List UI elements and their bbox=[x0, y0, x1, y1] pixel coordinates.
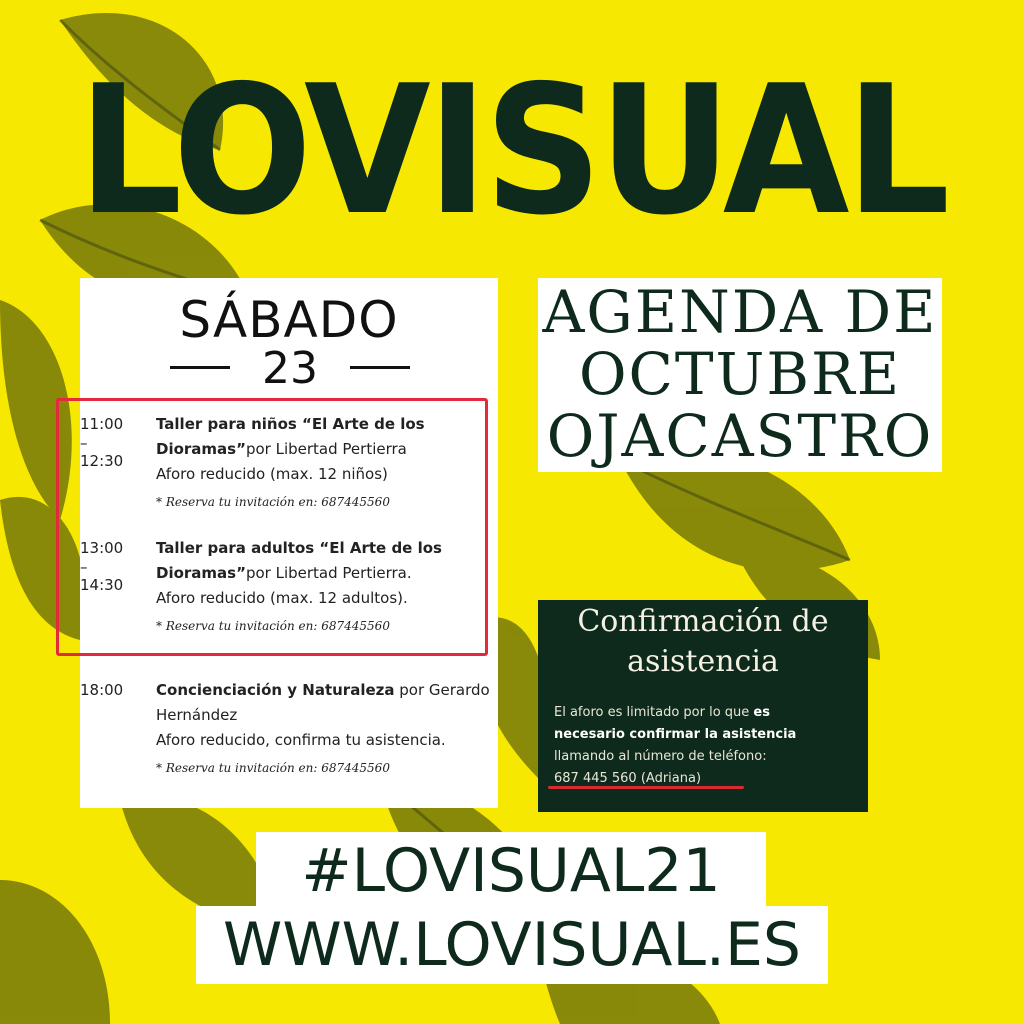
event-title: Concienciación y Naturaleza bbox=[156, 681, 395, 699]
event-time-dash: – bbox=[80, 558, 88, 576]
agenda-title-box bbox=[538, 278, 942, 472]
confirmation-title-line: Confirmación de bbox=[577, 604, 829, 639]
leaf bbox=[0, 880, 110, 1024]
event-capacity: Aforo reducido, confirma tu asistencia. bbox=[156, 731, 446, 749]
confirmation-box bbox=[538, 600, 868, 812]
day-number-row bbox=[170, 344, 410, 394]
day-number: 23 bbox=[262, 343, 318, 394]
event-time-end: 12:30 bbox=[80, 452, 124, 470]
event-time-dash: – bbox=[80, 434, 88, 452]
confirmation-title bbox=[538, 602, 868, 682]
dash-left bbox=[170, 366, 230, 369]
hashtag: #LOVISUAL21 bbox=[301, 836, 721, 906]
event-speaker: por Libertad Pertierra. bbox=[245, 564, 412, 582]
event-time-end: 14:30 bbox=[80, 576, 124, 594]
event-reservation-note: * Reserva tu invitación en: 687445560 bbox=[156, 761, 390, 775]
event-time-start: 11:00 bbox=[80, 415, 124, 433]
lovisual-logo: LOVISUAL bbox=[78, 47, 947, 254]
confirmation-text-part: llamando al número de teléfono: bbox=[554, 749, 767, 764]
event-speaker: por Gerardo Hernández bbox=[156, 681, 490, 724]
confirmation-text-part: El aforo es limitado por lo que bbox=[554, 705, 754, 720]
agenda-title-line: OCTUBRE bbox=[578, 340, 902, 408]
event-time-start: 13:00 bbox=[80, 539, 124, 557]
phone-underline bbox=[548, 786, 744, 789]
event-speaker: por Libertad Pertierra bbox=[245, 440, 407, 458]
confirmation-text-bold: necesario confirmar la asistencia bbox=[554, 727, 797, 742]
hashtag-box bbox=[256, 832, 766, 910]
highlight-frame bbox=[56, 398, 488, 656]
event-capacity: Aforo reducido (max. 12 niños) bbox=[156, 465, 388, 483]
confirmation-text bbox=[554, 702, 854, 790]
confirmation-title-line: asistencia bbox=[627, 644, 779, 679]
event-title: Taller para adultos “El Arte de los Dioramas” bbox=[156, 539, 442, 582]
event-reservation-note: * Reserva tu invitación en: 687445560 bbox=[156, 495, 390, 509]
event-capacity: Aforo reducido (max. 12 adultos). bbox=[156, 589, 408, 607]
agenda-title-line: AGENDA DE bbox=[542, 278, 938, 346]
confirmation-text-bold: es bbox=[753, 705, 770, 720]
day-name: SÁBADO bbox=[179, 291, 399, 349]
agenda-title-line: OJACASTRO bbox=[546, 402, 934, 470]
event-time bbox=[80, 678, 150, 703]
confirmation-phone: 687 445 560 (Adriana) bbox=[554, 771, 702, 786]
website-url: WWW.LOVISUAL.ES bbox=[223, 910, 801, 980]
event-time-start: 18:00 bbox=[80, 681, 124, 699]
event-reservation-note: * Reserva tu invitación en: 687445560 bbox=[156, 619, 390, 633]
event-details bbox=[156, 678, 496, 783]
event-title: Taller para niños “El Arte de los Dioramas” bbox=[156, 415, 425, 458]
dash-right bbox=[350, 366, 410, 369]
website-box bbox=[196, 906, 828, 984]
